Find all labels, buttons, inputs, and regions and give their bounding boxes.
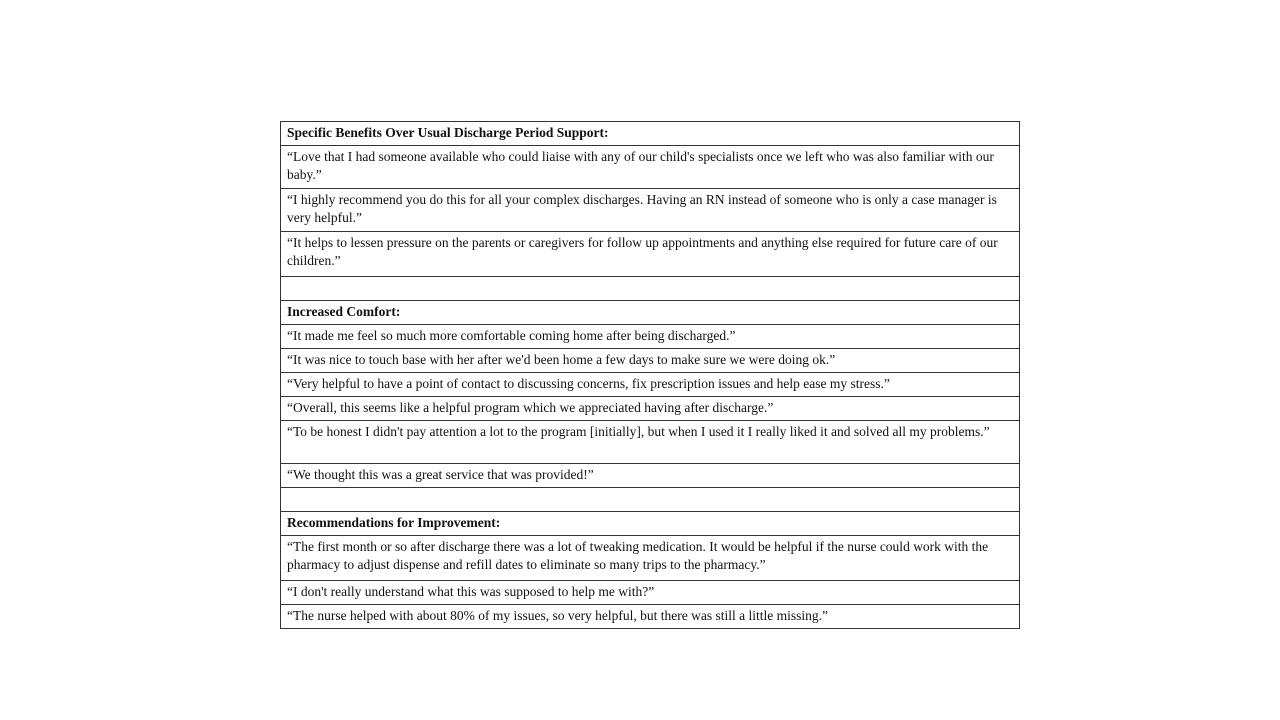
empty-cell: [281, 277, 1020, 301]
quote-cell: “It made me feel so much more comfortable coming home after being discharged.”: [281, 325, 1020, 349]
quote-row: [281, 146, 1020, 189]
quote-cell: “I don't really understand what this was supposed to help me with?”: [281, 581, 1020, 605]
quote-row: [281, 373, 1020, 397]
quote-row: [281, 325, 1020, 349]
quote-cell: “We thought this was a great service that was provided!”: [281, 464, 1020, 488]
section-heading: Increased Comfort:: [281, 301, 1020, 325]
empty-cell: [281, 488, 1020, 512]
spacer-row: [281, 488, 1020, 512]
quote-cell: “Very helpful to have a point of contact to discussing concerns, fix prescription issues and help ease my stress.”: [281, 373, 1020, 397]
quote-cell: “The nurse helped with about 80% of my issues, so very helpful, but there was still a little missing.”: [281, 605, 1020, 629]
quote-row: [281, 189, 1020, 232]
section-heading: Specific Benefits Over Usual Discharge Period Support:: [281, 122, 1020, 146]
section-heading: Recommendations for Improvement:: [281, 512, 1020, 536]
section-heading-row: [281, 301, 1020, 325]
quote-row: [281, 349, 1020, 373]
quote-row: [281, 605, 1020, 629]
quote-cell: “Love that I had someone available who could liaise with any of our child's specialists once we left who was also familiar with our baby.”: [281, 146, 1020, 189]
spacer-row: [281, 277, 1020, 301]
quote-cell: “To be honest I didn't pay attention a lot to the program [initially], but when I used it I really liked it and solved all my problems.”: [281, 421, 1020, 464]
quote-row: [281, 581, 1020, 605]
feedback-table: [280, 121, 1020, 629]
quote-row: [281, 421, 1020, 464]
quote-cell: “It was nice to touch base with her after we'd been home a few days to make sure we were doing ok.”: [281, 349, 1020, 373]
quote-row: [281, 232, 1020, 277]
quote-row: [281, 397, 1020, 421]
quote-cell: “It helps to lessen pressure on the parents or caregivers for follow up appointments and anything else required for future care of our children.”: [281, 232, 1020, 277]
section-heading-row: [281, 512, 1020, 536]
section-heading-row: [281, 122, 1020, 146]
quote-cell: “The first month or so after discharge there was a lot of tweaking medication. It would be helpful if the nurse could work with the pharmacy to adjust dispense and refill dates to eliminate so many trips to the pharmacy.”: [281, 536, 1020, 581]
quote-cell: “I highly recommend you do this for all your complex discharges. Having an RN instead of someone who is only a case manager is very helpful.”: [281, 189, 1020, 232]
quote-cell: “Overall, this seems like a helpful program which we appreciated having after discharge.”: [281, 397, 1020, 421]
quote-row: [281, 464, 1020, 488]
quote-row: [281, 536, 1020, 581]
